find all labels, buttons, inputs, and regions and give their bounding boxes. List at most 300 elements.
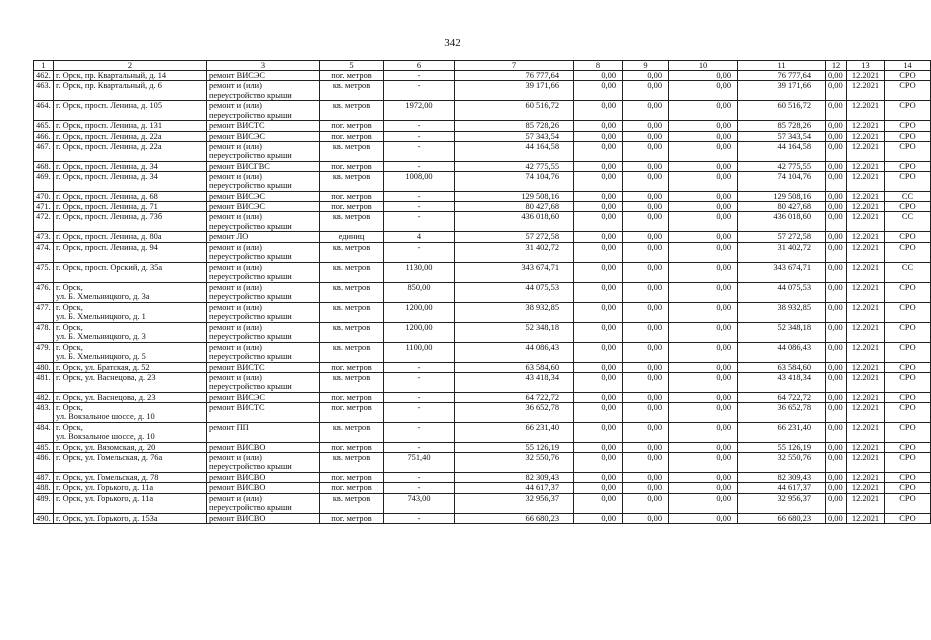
- work-type-line: переустройство крыши: [209, 291, 292, 301]
- address-cell: [54, 423, 207, 443]
- fund-method-cell: СРО: [885, 131, 931, 141]
- work-type-cell: [207, 372, 320, 392]
- col9-cell: 0,00: [623, 161, 669, 171]
- address-cell: [54, 392, 207, 402]
- work-type-line: ремонт ВИСЭС: [209, 392, 265, 402]
- table-row: [34, 443, 931, 453]
- col10-cell: 0,00: [669, 493, 738, 513]
- col12-cell: 0,00: [826, 483, 847, 493]
- work-type-line: переустройство крыши: [209, 271, 292, 281]
- work-type-line: переустройство крыши: [209, 221, 292, 231]
- work-type-cell: [207, 262, 320, 282]
- table-row: [34, 453, 931, 473]
- work-type-line: ремонт и (или): [209, 242, 262, 252]
- col11-cell: 57 272,58: [738, 232, 826, 242]
- address-cell: [54, 81, 207, 101]
- col10-cell: 0,00: [669, 443, 738, 453]
- work-type-cell: [207, 192, 320, 202]
- total-cost-cell: 66 680,23: [455, 513, 574, 523]
- col12-cell: 0,00: [826, 212, 847, 232]
- address-cell: [54, 101, 207, 121]
- row-number: 483.: [34, 403, 54, 423]
- row-number: 485.: [34, 443, 54, 453]
- column-header: 12: [826, 61, 847, 71]
- column-header: 5: [320, 61, 384, 71]
- column-header: 11: [738, 61, 826, 71]
- col12-cell: 0,00: [826, 322, 847, 342]
- column-header: 2: [54, 61, 207, 71]
- col12-cell: 0,00: [826, 262, 847, 282]
- unit-cell: кв. метров: [320, 423, 384, 443]
- fund-method-cell: СРО: [885, 81, 931, 101]
- table-row: [34, 282, 931, 302]
- col12-cell: 0,00: [826, 192, 847, 202]
- column-header: 8: [574, 61, 623, 71]
- row-number: 482.: [34, 392, 54, 402]
- column-header: 3: [207, 61, 320, 71]
- table-row: [34, 202, 931, 212]
- col8-cell: 0,00: [574, 232, 623, 242]
- work-type-cell: [207, 212, 320, 232]
- row-number: 470.: [34, 192, 54, 202]
- col9-cell: 0,00: [623, 443, 669, 453]
- col8-cell: 0,00: [574, 71, 623, 81]
- unit-cell: кв. метров: [320, 282, 384, 302]
- work-type-cell: [207, 141, 320, 161]
- address-cell: [54, 262, 207, 282]
- address-line: ул. Б. Хмельницкого, д. 3а: [56, 291, 150, 301]
- row-number: 481.: [34, 372, 54, 392]
- col10-cell: 0,00: [669, 141, 738, 161]
- deadline-cell: 12.2021: [847, 172, 885, 192]
- table-row: [34, 302, 931, 322]
- fund-method-cell: СРО: [885, 141, 931, 161]
- col9-cell: 0,00: [623, 282, 669, 302]
- deadline-cell: 12.2021: [847, 101, 885, 121]
- fund-method-cell: СРО: [885, 302, 931, 322]
- unit-cell: пог. метров: [320, 483, 384, 493]
- col11-cell: 66 231,40: [738, 423, 826, 443]
- volume-cell: 743,00: [384, 493, 455, 513]
- volume-cell: -: [384, 71, 455, 81]
- deadline-cell: 12.2021: [847, 473, 885, 483]
- col11-cell: 74 104,76: [738, 172, 826, 192]
- col10-cell: 0,00: [669, 473, 738, 483]
- work-type-line: переустройство крыши: [209, 110, 292, 120]
- col8-cell: 0,00: [574, 131, 623, 141]
- volume-cell: -: [384, 192, 455, 202]
- address-cell: [54, 342, 207, 362]
- address-line: г. Орск, просп. Орский, д. 35а: [56, 262, 163, 272]
- total-cost-cell: 52 348,18: [455, 322, 574, 342]
- unit-cell: пог. метров: [320, 473, 384, 483]
- col12-cell: 0,00: [826, 282, 847, 302]
- col8-cell: 0,00: [574, 161, 623, 171]
- col10-cell: 0,00: [669, 483, 738, 493]
- col8-cell: 0,00: [574, 101, 623, 121]
- volume-cell: -: [384, 242, 455, 262]
- col9-cell: 0,00: [623, 141, 669, 161]
- volume-cell: -: [384, 161, 455, 171]
- total-cost-cell: 63 584,60: [455, 362, 574, 372]
- total-cost-cell: 64 722,72: [455, 392, 574, 402]
- volume-cell: 850,00: [384, 282, 455, 302]
- work-type-line: ремонт и (или): [209, 81, 262, 91]
- col10-cell: 0,00: [669, 322, 738, 342]
- fund-method-cell: СРО: [885, 423, 931, 443]
- address-line: г. Орск, просп. Ленина, д. 34: [56, 172, 158, 182]
- deadline-cell: 12.2021: [847, 212, 885, 232]
- col8-cell: 0,00: [574, 322, 623, 342]
- address-line: г. Орск, просп. Ленина, д. 131: [56, 121, 163, 131]
- table-row: [34, 101, 931, 121]
- header-row: [34, 61, 931, 71]
- col12-cell: 0,00: [826, 473, 847, 483]
- total-cost-cell: 43 418,34: [455, 372, 574, 392]
- volume-cell: 1130,00: [384, 262, 455, 282]
- address-line: ул. Б. Хмельницкого, д. 1: [56, 311, 146, 321]
- col10-cell: 0,00: [669, 342, 738, 362]
- deadline-cell: 12.2021: [847, 242, 885, 262]
- col11-cell: 60 516,72: [738, 101, 826, 121]
- deadline-cell: 12.2021: [847, 322, 885, 342]
- row-number: 469.: [34, 172, 54, 192]
- deadline-cell: 12.2021: [847, 232, 885, 242]
- work-type-line: ремонт ПП: [209, 423, 249, 433]
- col11-cell: 85 728,26: [738, 121, 826, 131]
- col10-cell: 0,00: [669, 513, 738, 523]
- fund-method-cell: СРО: [885, 473, 931, 483]
- address-cell: [54, 212, 207, 232]
- total-cost-cell: 343 674,71: [455, 262, 574, 282]
- fund-method-cell: СРО: [885, 172, 931, 192]
- col11-cell: 63 584,60: [738, 362, 826, 372]
- work-type-cell: [207, 71, 320, 81]
- work-type-line: ремонт и (или): [209, 372, 262, 382]
- work-type-line: переустройство крыши: [209, 382, 292, 392]
- work-type-cell: [207, 322, 320, 342]
- unit-cell: кв. метров: [320, 81, 384, 101]
- col9-cell: 0,00: [623, 453, 669, 473]
- col12-cell: 0,00: [826, 131, 847, 141]
- work-type-cell: [207, 392, 320, 402]
- unit-cell: кв. метров: [320, 212, 384, 232]
- fund-method-cell: СРО: [885, 161, 931, 171]
- row-number: 468.: [34, 161, 54, 171]
- row-number: 472.: [34, 212, 54, 232]
- unit-cell: кв. метров: [320, 302, 384, 322]
- unit-cell: кв. метров: [320, 493, 384, 513]
- unit-cell: пог. метров: [320, 202, 384, 212]
- col10-cell: 0,00: [669, 262, 738, 282]
- repair-program-table: [33, 60, 931, 524]
- work-type-line: ремонт ВИСВО: [209, 443, 266, 453]
- col9-cell: 0,00: [623, 392, 669, 402]
- col12-cell: 0,00: [826, 81, 847, 101]
- col9-cell: 0,00: [623, 232, 669, 242]
- unit-cell: единиц: [320, 232, 384, 242]
- address-cell: [54, 403, 207, 423]
- deadline-cell: 12.2021: [847, 453, 885, 473]
- volume-cell: -: [384, 121, 455, 131]
- table-row: [34, 362, 931, 372]
- work-type-cell: [207, 453, 320, 473]
- work-type-line: ремонт и (или): [209, 282, 262, 292]
- work-type-line: ремонт и (или): [209, 302, 262, 312]
- total-cost-cell: 42 775,55: [455, 161, 574, 171]
- col11-cell: 57 343,54: [738, 131, 826, 141]
- row-number: 487.: [34, 473, 54, 483]
- fund-method-cell: СРО: [885, 403, 931, 423]
- volume-cell: 1200,00: [384, 302, 455, 322]
- volume-cell: -: [384, 423, 455, 443]
- address-line: г. Орск, просп. Ленина, д. 105: [56, 101, 163, 111]
- table-row: [34, 141, 931, 161]
- work-type-cell: [207, 342, 320, 362]
- col12-cell: 0,00: [826, 141, 847, 161]
- address-line: г. Орск, ул. Васнецова, д. 23: [56, 372, 156, 382]
- row-number: 464.: [34, 101, 54, 121]
- col8-cell: 0,00: [574, 392, 623, 402]
- col12-cell: 0,00: [826, 172, 847, 192]
- address-cell: [54, 232, 207, 242]
- work-type-cell: [207, 161, 320, 171]
- col8-cell: 0,00: [574, 302, 623, 322]
- total-cost-cell: 76 777,64: [455, 71, 574, 81]
- work-type-line: ремонт и (или): [209, 493, 262, 503]
- row-number: 465.: [34, 121, 54, 131]
- table-row: [34, 392, 931, 402]
- deadline-cell: 12.2021: [847, 483, 885, 493]
- address-cell: [54, 121, 207, 131]
- table-row: [34, 262, 931, 282]
- fund-method-cell: СРО: [885, 242, 931, 262]
- volume-cell: -: [384, 443, 455, 453]
- unit-cell: кв. метров: [320, 453, 384, 473]
- table-row: [34, 403, 931, 423]
- unit-cell: пог. метров: [320, 362, 384, 372]
- unit-cell: кв. метров: [320, 262, 384, 282]
- address-cell: [54, 282, 207, 302]
- col10-cell: 0,00: [669, 192, 738, 202]
- address-cell: [54, 302, 207, 322]
- deadline-cell: 12.2021: [847, 141, 885, 161]
- total-cost-cell: 82 309,43: [455, 473, 574, 483]
- col11-cell: 44 075,53: [738, 282, 826, 302]
- col10-cell: 0,00: [669, 202, 738, 212]
- col9-cell: 0,00: [623, 483, 669, 493]
- work-type-line: ремонт ВИСТС: [209, 362, 265, 372]
- work-type-line: ремонт ВИСГВС: [209, 161, 270, 171]
- address-line: г. Орск, просп. Ленина, д. 94: [56, 242, 158, 252]
- address-line: г. Орск, ул. Горького, д. 11а: [56, 493, 154, 503]
- col11-cell: 343 674,71: [738, 262, 826, 282]
- work-type-line: ремонт ВИСЭС: [209, 192, 265, 202]
- volume-cell: -: [384, 473, 455, 483]
- unit-cell: пог. метров: [320, 392, 384, 402]
- col9-cell: 0,00: [623, 131, 669, 141]
- col12-cell: 0,00: [826, 71, 847, 81]
- col9-cell: 0,00: [623, 362, 669, 372]
- col10-cell: 0,00: [669, 101, 738, 121]
- work-type-line: ремонт и (или): [209, 453, 262, 463]
- deadline-cell: 12.2021: [847, 493, 885, 513]
- row-number: 479.: [34, 342, 54, 362]
- total-cost-cell: 44 086,43: [455, 342, 574, 362]
- col8-cell: 0,00: [574, 202, 623, 212]
- col11-cell: 31 402,72: [738, 242, 826, 262]
- deadline-cell: 12.2021: [847, 443, 885, 453]
- col11-cell: 43 418,34: [738, 372, 826, 392]
- deadline-cell: 12.2021: [847, 71, 885, 81]
- work-type-cell: [207, 242, 320, 262]
- work-type-line: ремонт ВИСЭС: [209, 131, 265, 141]
- fund-method-cell: СРО: [885, 513, 931, 523]
- deadline-cell: 12.2021: [847, 282, 885, 302]
- unit-cell: пог. метров: [320, 131, 384, 141]
- col9-cell: 0,00: [623, 493, 669, 513]
- fund-method-cell: СРО: [885, 493, 931, 513]
- col11-cell: 38 932,85: [738, 302, 826, 322]
- deadline-cell: 12.2021: [847, 342, 885, 362]
- work-type-line: ремонт и (или): [209, 342, 262, 352]
- row-number: 484.: [34, 423, 54, 443]
- work-type-line: ремонт ВИСТС: [209, 403, 265, 413]
- col9-cell: 0,00: [623, 473, 669, 483]
- volume-cell: 751,40: [384, 453, 455, 473]
- address-cell: [54, 131, 207, 141]
- col11-cell: 436 018,60: [738, 212, 826, 232]
- table-row: [34, 71, 931, 81]
- unit-cell: пог. метров: [320, 513, 384, 523]
- work-type-cell: [207, 121, 320, 131]
- address-line: г. Орск, ул. Горького, д. 153а: [56, 513, 158, 523]
- work-type-line: переустройство крыши: [209, 90, 292, 100]
- work-type-line: ремонт ЛО: [209, 232, 249, 242]
- deadline-cell: 12.2021: [847, 121, 885, 131]
- work-type-cell: [207, 172, 320, 192]
- table-row: [34, 192, 931, 202]
- work-type-cell: [207, 101, 320, 121]
- address-line: г. Орск, ул. Васнецова, д. 23: [56, 392, 156, 402]
- fund-method-cell: СС: [885, 212, 931, 232]
- work-type-line: переустройство крыши: [209, 331, 292, 341]
- total-cost-cell: 31 402,72: [455, 242, 574, 262]
- fund-method-cell: СРО: [885, 342, 931, 362]
- col10-cell: 0,00: [669, 81, 738, 101]
- total-cost-cell: 39 171,66: [455, 81, 574, 101]
- table-body: [34, 71, 931, 524]
- col11-cell: 52 348,18: [738, 322, 826, 342]
- table-row: [34, 242, 931, 262]
- row-number: 471.: [34, 202, 54, 212]
- work-type-line: переустройство крыши: [209, 462, 292, 472]
- address-line: ул. Вокзальное шоссе, д. 10: [56, 412, 155, 422]
- col11-cell: 76 777,64: [738, 71, 826, 81]
- col10-cell: 0,00: [669, 392, 738, 402]
- col11-cell: 66 680,23: [738, 513, 826, 523]
- address-line: г. Орск, просп. Ленина, д. 73б: [56, 212, 163, 222]
- col10-cell: 0,00: [669, 161, 738, 171]
- address-line: г. Орск, пр. Квартальный, д. 6: [56, 81, 162, 91]
- col10-cell: 0,00: [669, 372, 738, 392]
- table-row: [34, 483, 931, 493]
- total-cost-cell: 85 728,26: [455, 121, 574, 131]
- table-row: [34, 513, 931, 523]
- volume-cell: -: [384, 141, 455, 161]
- work-type-line: переустройство крыши: [209, 311, 292, 321]
- address-line: г. Орск,: [56, 302, 83, 312]
- work-type-cell: [207, 513, 320, 523]
- col9-cell: 0,00: [623, 121, 669, 131]
- work-type-line: переустройство крыши: [209, 181, 292, 191]
- col12-cell: 0,00: [826, 403, 847, 423]
- col12-cell: 0,00: [826, 453, 847, 473]
- volume-cell: 1008,00: [384, 172, 455, 192]
- col8-cell: 0,00: [574, 192, 623, 202]
- deadline-cell: 12.2021: [847, 202, 885, 212]
- column-header: 9: [623, 61, 669, 71]
- address-line: г. Орск, ул. Гомельская, д. 78: [56, 473, 159, 483]
- fund-method-cell: СРО: [885, 443, 931, 453]
- column-header: 10: [669, 61, 738, 71]
- row-number: 473.: [34, 232, 54, 242]
- col9-cell: 0,00: [623, 372, 669, 392]
- table-row: [34, 342, 931, 362]
- work-type-line: ремонт ВИСВО: [209, 513, 266, 523]
- address-line: г. Орск,: [56, 282, 83, 292]
- total-cost-cell: 57 272,58: [455, 232, 574, 242]
- total-cost-cell: 66 231,40: [455, 423, 574, 443]
- col9-cell: 0,00: [623, 202, 669, 212]
- col11-cell: 82 309,43: [738, 473, 826, 483]
- col11-cell: 129 508,16: [738, 192, 826, 202]
- fund-method-cell: СС: [885, 262, 931, 282]
- col12-cell: 0,00: [826, 362, 847, 372]
- row-number: 490.: [34, 513, 54, 523]
- work-type-line: ремонт и (или): [209, 172, 262, 182]
- col12-cell: 0,00: [826, 423, 847, 443]
- volume-cell: -: [384, 392, 455, 402]
- work-type-cell: [207, 483, 320, 493]
- deadline-cell: 12.2021: [847, 362, 885, 372]
- col12-cell: 0,00: [826, 342, 847, 362]
- col8-cell: 0,00: [574, 212, 623, 232]
- fund-method-cell: СРО: [885, 282, 931, 302]
- col8-cell: 0,00: [574, 493, 623, 513]
- volume-cell: -: [384, 483, 455, 493]
- table-row: [34, 232, 931, 242]
- row-number: 486.: [34, 453, 54, 473]
- fund-method-cell: СРО: [885, 453, 931, 473]
- column-header: 6: [384, 61, 455, 71]
- col8-cell: 0,00: [574, 443, 623, 453]
- col8-cell: 0,00: [574, 483, 623, 493]
- address-line: г. Орск, просп. Ленина, д. 22а: [56, 141, 162, 151]
- address-cell: [54, 513, 207, 523]
- col10-cell: 0,00: [669, 121, 738, 131]
- col12-cell: 0,00: [826, 242, 847, 262]
- col10-cell: 0,00: [669, 172, 738, 192]
- address-line: ул. Б. Хмельницкого, д. 5: [56, 351, 146, 361]
- col12-cell: 0,00: [826, 443, 847, 453]
- col9-cell: 0,00: [623, 101, 669, 121]
- col9-cell: 0,00: [623, 423, 669, 443]
- address-cell: [54, 473, 207, 483]
- fund-method-cell: СРО: [885, 71, 931, 81]
- table-row: [34, 172, 931, 192]
- table-row: [34, 81, 931, 101]
